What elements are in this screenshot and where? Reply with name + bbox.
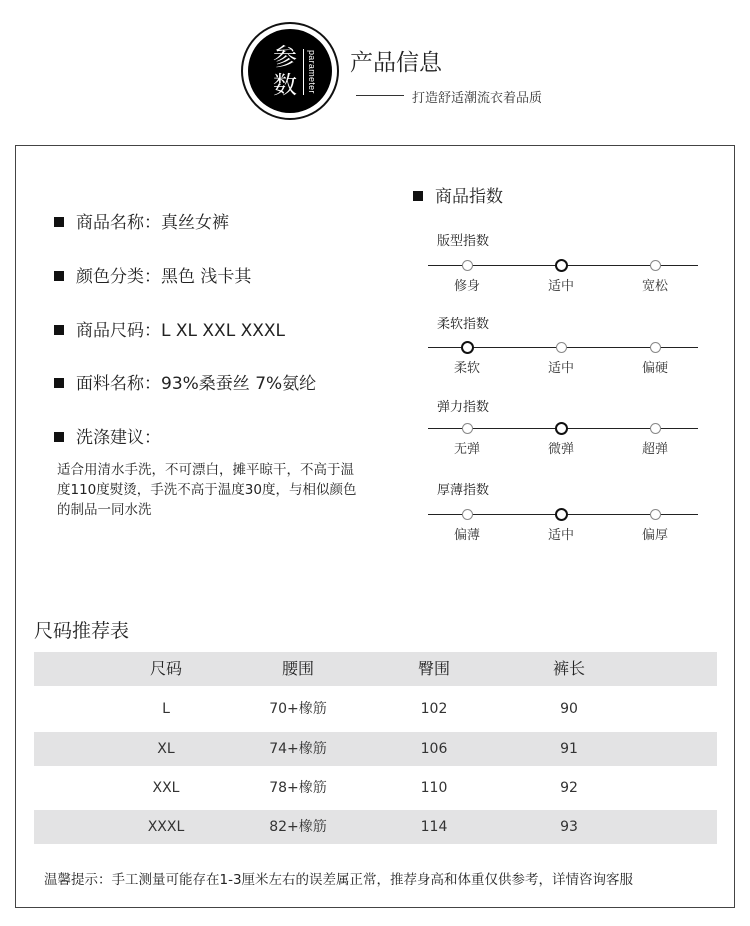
index-marker-selected: [555, 259, 568, 272]
index-title: 版型指数: [437, 234, 490, 249]
size-table-title: 尺码推荐表: [34, 620, 130, 642]
page-title: 产品信息: [350, 50, 442, 76]
info-item-name: [54, 208, 229, 233]
table-header-cell: 裤长: [552, 659, 585, 678]
index-heading: [413, 182, 503, 207]
table-header-cell: 臀围: [417, 659, 450, 678]
table-cell: 114: [420, 819, 448, 835]
index-option-label: 偏薄: [453, 528, 480, 543]
bullet-square: [54, 432, 64, 442]
footer-note: 温馨提示：手工测量可能存在1-3厘米左右的误差属正常，推荐身高和体重仅供参考，详情咨询客服: [44, 872, 634, 888]
info-wash-heading: 洗涤建议：: [76, 428, 161, 448]
index-marker-selected: [461, 341, 474, 354]
index-marker: [650, 423, 661, 434]
index-option-label: 偏硬: [641, 361, 668, 376]
index-option-label: 适中: [547, 279, 574, 294]
badge-char-2: 数: [273, 71, 297, 99]
badge-divider: [303, 49, 304, 95]
table-cell: XXL: [152, 780, 180, 796]
table-cell: 106: [420, 741, 448, 757]
table-cell: 110: [420, 780, 448, 796]
bullet-square: [54, 378, 64, 388]
index-marker: [462, 423, 473, 434]
info-item-wash: [54, 423, 161, 448]
index-marker-selected: [555, 508, 568, 521]
info-name-text: 商品名称：真丝女裤: [76, 213, 229, 233]
index-marker-selected: [555, 422, 568, 435]
bullet-square: [54, 271, 64, 281]
table-cell: 74+橡筋: [269, 741, 327, 757]
table-cell: XL: [157, 741, 175, 757]
table-row: [34, 732, 717, 766]
info-item-size: [54, 316, 285, 341]
table-cell: 82+橡筋: [269, 819, 327, 835]
index-marker: [556, 342, 567, 353]
badge-chinese: [270, 43, 300, 99]
index-option-label: 宽松: [641, 279, 668, 294]
index-option-label: 柔软: [453, 361, 480, 376]
bullet-square: [54, 325, 64, 335]
table-row: [34, 771, 717, 805]
table-cell: L: [162, 701, 170, 717]
index-option-label: 适中: [547, 361, 574, 376]
info-color-text: 颜色分类：黑色 浅卡其: [76, 267, 252, 287]
table-header-cell: 尺码: [149, 659, 182, 678]
table-cell: XXXL: [147, 819, 185, 835]
index-title: 柔软指数: [437, 317, 490, 332]
index-marker: [462, 509, 473, 520]
info-item-fabric: [54, 369, 316, 394]
bullet-square: [54, 217, 64, 227]
index-option-label: 适中: [547, 528, 574, 543]
index-marker: [650, 342, 661, 353]
bullet-square: [413, 191, 423, 201]
table-cell: 91: [560, 741, 578, 757]
table-cell: 92: [560, 780, 578, 796]
subtitle-rule: [356, 95, 404, 96]
index-marker: [462, 260, 473, 271]
parameter-badge: [241, 22, 339, 120]
badge-english: parameter: [307, 50, 317, 94]
table-cell: 78+橡筋: [269, 780, 327, 796]
table-cell: 93: [560, 819, 578, 835]
index-option-label: 无弹: [453, 442, 480, 457]
table-row: [34, 810, 717, 844]
table-cell: 70+橡筋: [269, 701, 327, 717]
index-title: 厚薄指数: [437, 483, 490, 498]
index-marker: [650, 509, 661, 520]
badge-char-1: 参: [273, 43, 297, 71]
table-cell: 102: [420, 701, 448, 717]
index-marker: [650, 260, 661, 271]
index-option-label: 偏厚: [641, 528, 668, 543]
info-item-color: [54, 262, 251, 287]
page-subtitle: 打造舒适潮流衣着品质: [412, 91, 543, 106]
info-fabric-text: 面料名称：93%桑蚕丝 7%氨纶: [76, 374, 317, 394]
index-option-label: 修身: [453, 279, 480, 294]
badge-disc: [248, 29, 332, 113]
table-header-cell: 腰围: [281, 659, 314, 678]
info-size-text: 商品尺码：L XL XXL XXXL: [76, 321, 285, 341]
index-option-label: 微弹: [547, 442, 574, 457]
table-cell: 90: [560, 701, 578, 717]
index-title: 弹力指数: [437, 400, 490, 415]
index-option-label: 超弹: [641, 442, 668, 457]
wash-instructions: 适合用清水手洗，不可漂白，摊平晾干，不高于温度110度熨烫，手洗不高于温度30度，与相似颜色的制品一同水洗: [57, 462, 357, 518]
table-row: [34, 692, 717, 726]
table-header-row: [34, 652, 717, 686]
index-heading-text: 商品指数: [435, 187, 503, 207]
